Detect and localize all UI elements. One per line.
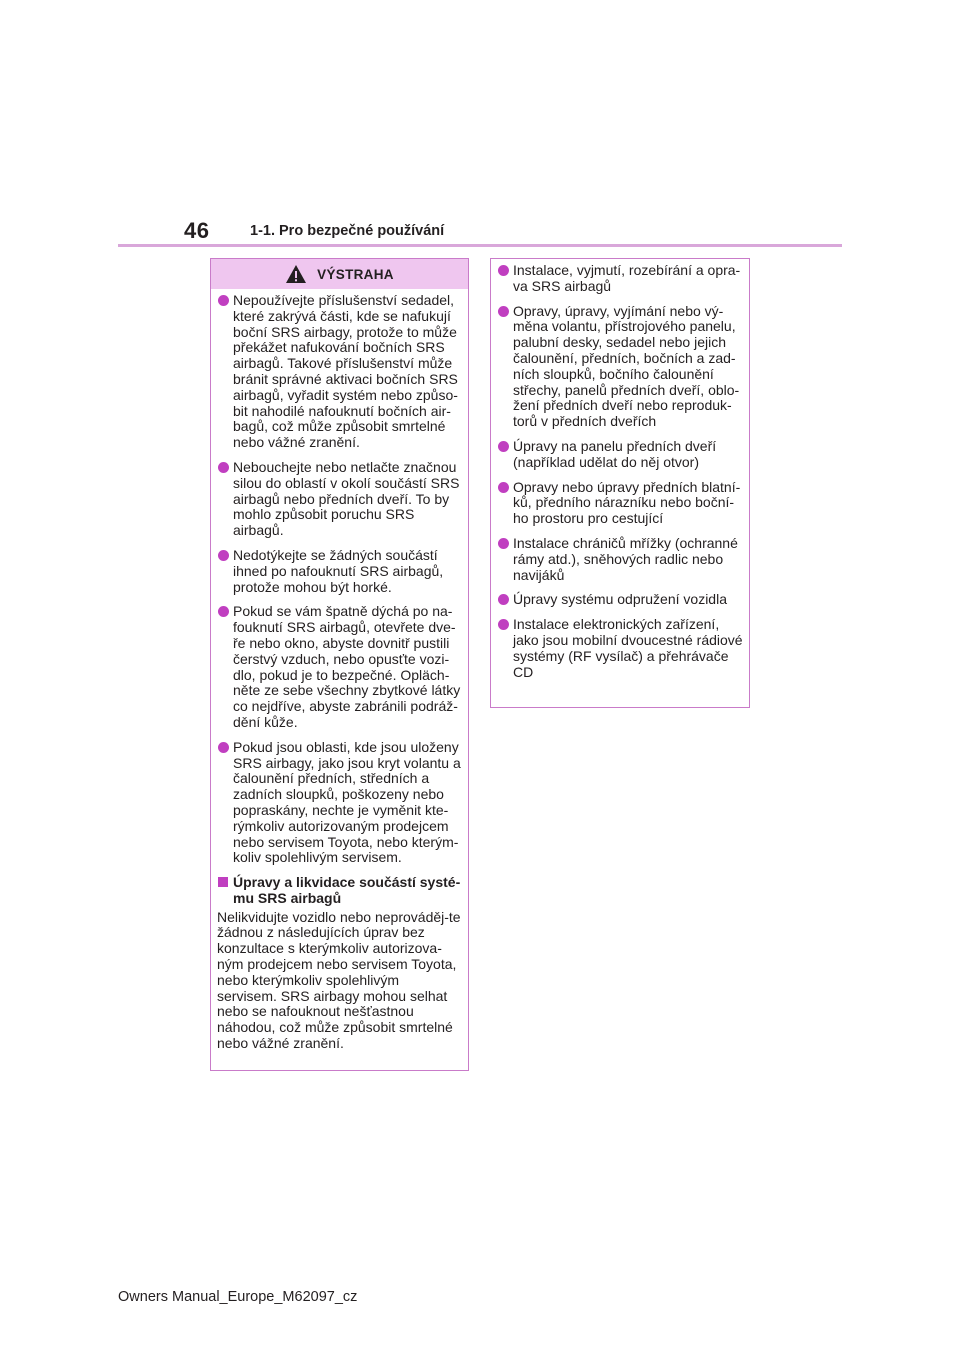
bullet-icon [498, 594, 509, 605]
warning-item [217, 604, 462, 730]
warning-item-text: Pokud jsou oblasti, kde jsou uloženy SRS airbagy, jako jsou kryt volantu a čalounění předních, středních a zadních sloupků, poškozeny nebo popraskány, nechte je vyměnit kte-rýmkoliv autorizovaným prodejcem nebo servisem Toyota, nebo kterým-koliv spolehlivým servisem. [233, 738, 461, 866]
list-item-text: Úpravy na panelu předních dveří (například udělat do něj otvor) [513, 437, 717, 470]
warning-subheading-text: Úpravy a likvidace součástí systé-mu SRS airbagů [233, 874, 461, 906]
list-item-text: Opravy nebo úpravy předních blatní-ků, předního nárazníku nebo boční-ho prostoru pro cestující [513, 478, 741, 527]
warning-subheading [217, 875, 462, 907]
warning-header [211, 259, 468, 289]
warning-title: VÝSTRAHA [317, 266, 394, 282]
bullet-icon [498, 619, 509, 630]
bullet-icon [498, 441, 509, 452]
warning-item [217, 740, 462, 866]
bullet-icon [498, 265, 509, 276]
bullet-icon [498, 482, 509, 493]
square-bullet-icon [218, 877, 228, 887]
page-number: 46 [184, 218, 210, 243]
warning-paragraph: Nelikvidujte vozidlo nebo neprováděj-te žádnou z následujících úprav bez konzultace s kterýmkoliv autorizova-ným prodejcem nebo servisem Toyota, nebo kterýmkoliv spolehlivým servisem. SRS airbagy mohou selhat nebo se nafouknout nešťastnou náhodou, což může způsobit smrtelné nebo vážné zranění. [217, 908, 461, 1052]
list-item-text: Instalace chráničů mřížky (ochranné rámy atd.), sněhových radlic nebo navijáků [513, 534, 738, 583]
bullet-icon [498, 538, 509, 549]
list-item [497, 263, 743, 295]
list-item-text: Instalace, vyjmutí, rozebírání a opra-va SRS airbagů [513, 262, 741, 294]
warning-box [210, 258, 469, 1071]
warning-item [217, 293, 462, 451]
warning-item-text: Nepoužívejte příslušenství sedadel, které zakrývá části, kde se nafukují boční SRS airbagy, protože to může překážet nafukování bočních SRS airbagů. Takové příslušenství může bránit správné aktivaci bočních SRS airbagů, vyřadit systém nebo způso-bit nahodilé nafouknutí bočních air-bagů, což může způsobit smrtelné nebo vážné zranění. [233, 292, 458, 451]
list-item [497, 304, 743, 430]
warning-continued-box [490, 258, 750, 708]
list-item [497, 617, 743, 680]
section-title: 1-1. Pro bezpečné používání [250, 223, 445, 239]
list-item [497, 480, 743, 527]
header-rule [118, 244, 842, 247]
warning-item-text: Pokud se vám špatně dýchá po na-fouknutí SRS airbagů, otevřete dve-ře nebo okno, abyste dovnitř pustili čerstvý vzduch, nebo opusťte vozi-dlo, pokud je to bezpečné. Opläch-něte ze sebe všechny zbytkové látky co nejdříve, abyste zabránili podráž-dění kůže. [233, 603, 461, 730]
footer-text: Owners Manual_Europe_M62097_cz [118, 1289, 358, 1305]
warning-item [217, 460, 462, 539]
bullet-icon [498, 306, 509, 317]
warning-item [217, 548, 462, 595]
list-item [497, 592, 743, 608]
bullet-icon [218, 462, 229, 473]
bullet-icon [218, 742, 229, 753]
warning-item-text: Nedotýkejte se žádných součástí ihned po nafouknutí SRS airbagů, protože mohou být horké. [233, 546, 444, 595]
list-item-text: Instalace elektronických zařízení, jako jsou mobilní dvoucestné rádiové systémy (RF vysílač) a přehrávače CD [513, 616, 743, 680]
bullet-icon [218, 550, 229, 561]
list-item [497, 439, 743, 471]
bullet-icon [218, 606, 229, 617]
warning-triangle-icon [285, 264, 307, 284]
list-item-text: Úpravy systému odpružení vozidla [513, 591, 727, 608]
list-item [497, 536, 743, 583]
bullet-icon [218, 295, 229, 306]
warning-item-text: Nebouchejte nebo netlačte značnou silou do oblastí v okolí součástí SRS airbagů nebo předních dveří. To by mohlo způsobit poruchu SRS airbagů. [233, 458, 460, 539]
list-item-text: Opravy, úpravy, vyjímání nebo vý-měna volantu, přístrojového panelu, palubní desky, sedadel nebo jejich čalounění, předních, bočních a zad-ních sloupků, bočního čalounění střechy, panelů předních dveří, oblo-žení předních dveří nebo reproduk-torů v předních dveřích [513, 302, 740, 430]
